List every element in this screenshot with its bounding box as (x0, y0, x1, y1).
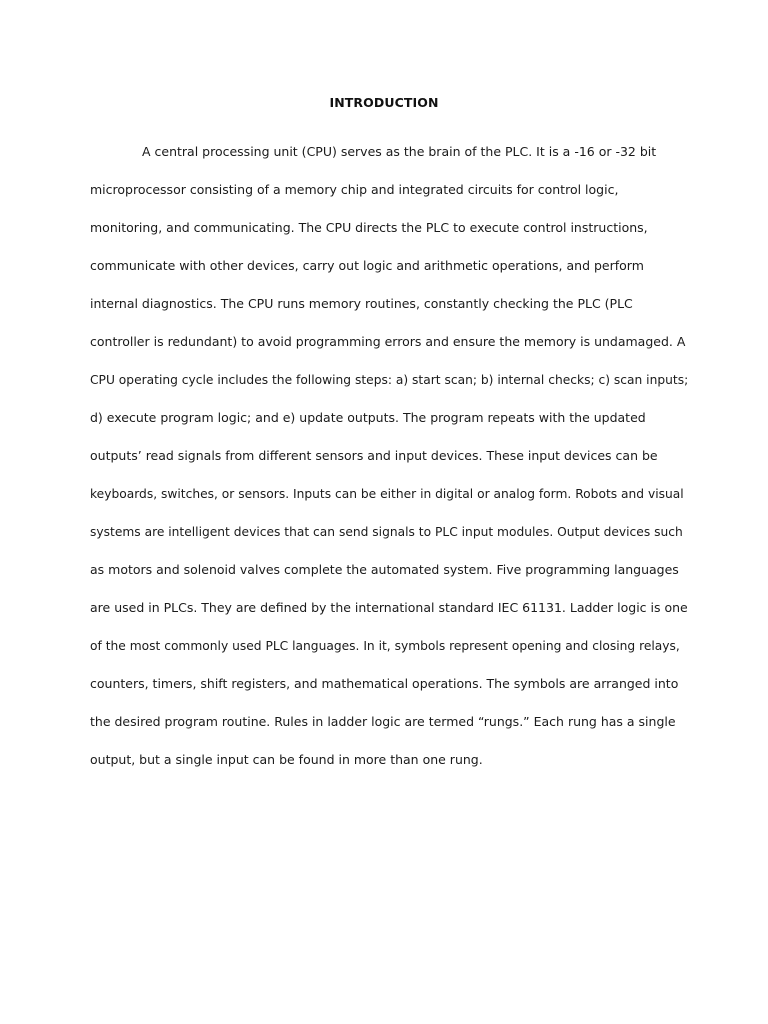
document-heading: INTRODUCTION (329, 95, 439, 110)
paragraph-line: systems are intelligent devices that can send signals to PLC input modules. Output devices such (90, 525, 683, 539)
paragraph-line: are used in PLCs. They are defined by the international standard IEC 61131. Ladder logic is one (90, 600, 688, 615)
paragraph-line: controller is redundant) to avoid programming errors and ensure the memory is undamaged. A (90, 334, 686, 349)
paragraph-line: communicate with other devices, carry out logic and arithmetic operations, and perform (90, 258, 644, 273)
paragraph-line: CPU operating cycle includes the following steps: a) start scan; b) internal checks; c) scan inputs; (90, 373, 689, 387)
paragraph-line: microprocessor consisting of a memory chip and integrated circuits for control logic, (90, 182, 619, 197)
paragraph-line: internal diagnostics. The CPU runs memory routines, constantly checking the PLC (PLC (90, 296, 633, 311)
paragraph-line: d) execute program logic; and e) update outputs. The program repeats with the updated (90, 410, 646, 425)
paragraph-line: the desired program routine. Rules in ladder logic are termed “rungs.” Each rung has a single (90, 714, 676, 729)
paragraph-line: A central processing unit (CPU) serves as the brain of the PLC. It is a -16 or -32 bit (142, 144, 657, 159)
paragraph-line: outputs’ read signals from different sensors and input devices. These input devices can be (90, 448, 658, 463)
paragraph-line: of the most commonly used PLC languages. In it, symbols represent opening and closing relays, (90, 639, 680, 653)
paragraph-line: output, but a single input can be found in more than one rung. (90, 752, 483, 767)
paragraph-line: as motors and solenoid valves complete the automated system. Five programming languages (90, 562, 679, 577)
paragraph-line: keyboards, switches, or sensors. Inputs can be either in digital or analog form. Robots and visual (90, 487, 684, 501)
paragraph-line: counters, timers, shift registers, and mathematical operations. The symbols are arranged into (90, 676, 679, 691)
paragraph-line: monitoring, and communicating. The CPU directs the PLC to execute control instructions, (90, 220, 648, 235)
